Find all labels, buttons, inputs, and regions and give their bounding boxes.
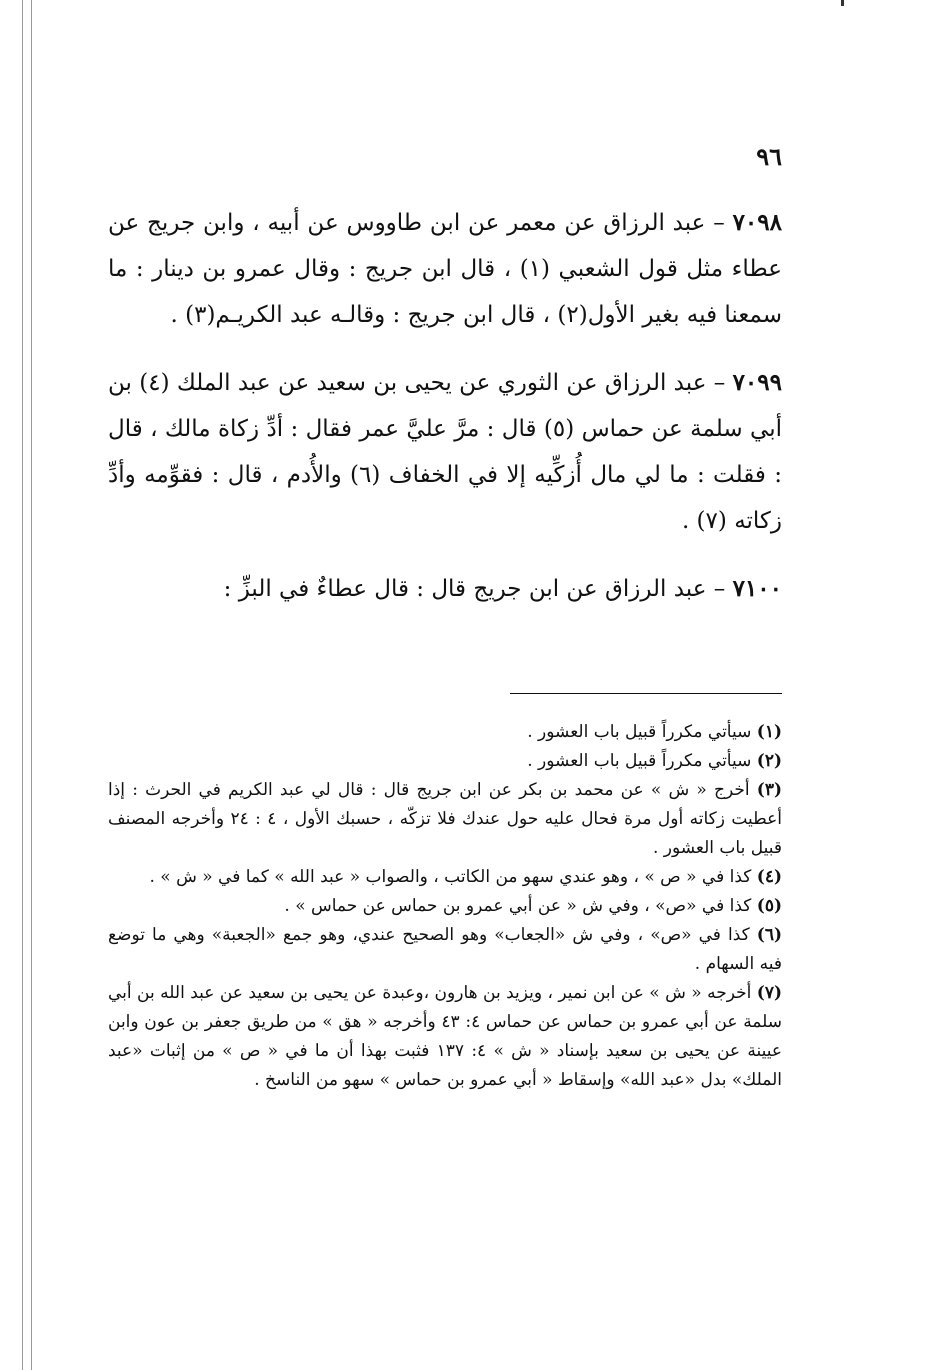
footnote	[108, 863, 782, 892]
page-edge-line-1	[22, 0, 23, 1370]
footnote-text: أخرج « ش » عن محمد بن بكر عن ابن جريج قال : قال لي عبد الكريم في الحرث : إذا أعطيت زكاته أول مرة فحال عليه حول عندك فلا تزكّه ، حسبك الأول ، ٤ : ٢٤ وأخرجه المصنف قبيل باب العشور .	[108, 780, 782, 858]
hadith-text: – عبد الرزاق عن ابن جريج قال : قال عطاءٌ في البزِّ :	[223, 576, 733, 602]
hadith-entry	[108, 566, 782, 612]
hadith-text: – عبد الرزاق عن الثوري عن يحيى بن سعيد عن عبد الملك (٤) بن أبي سلمة عن حماس (٥) قال : مرَّ عليَّ عمر فقال : أدِّ زكاة مالك ، قال : فقلت : ما لي مال أُزكِّيه إلا في الخفاف (٦) والأُدم ، قال : فقوِّمه وأدِّ زكاته (٧) .	[108, 370, 782, 534]
footnote	[108, 747, 782, 776]
footnote	[108, 921, 782, 979]
footnote	[108, 776, 782, 863]
footnote-divider	[510, 693, 782, 694]
footnote	[108, 892, 782, 921]
hadith-text: – عبد الرزاق عن معمر عن ابن طاووس عن أبيه ، وابن جريج عن عطاء مثل قول الشعبي (١) ، قال ابن جريج : وقال عمرو بن دينار : ما سمعنا فيه بغير الأول(٢) ، قال ابن جريج : وقالـه عبد الكريـم(٣) .	[108, 210, 782, 328]
footnote-number: (٣)	[756, 780, 782, 800]
page-number: ٩٦	[756, 142, 782, 171]
top-mark	[841, 0, 844, 6]
footnote-number: (٥)	[756, 896, 782, 916]
hadith-number: ٧٠٩٨	[732, 209, 782, 236]
footnote-text: سيأتي مكرراً قبيل باب العشور .	[527, 751, 757, 771]
hadith-number: ٧١٠٠	[732, 575, 782, 602]
footnote	[108, 718, 782, 747]
footnote	[108, 979, 782, 1095]
footnote-number: (١)	[756, 722, 782, 742]
footnote-text: كذا في «ص» ، وفي ش « عن أبي عمرو بن حماس عن حماس » .	[284, 896, 757, 916]
footnote-text: أخرجه « ش » عن ابن نمير ، ويزيد بن هارون ،وعبدة عن يحيى بن سعيد عن عبد الله بن أبي سلمة عن أبي عمرو بن حماس عن حماس ٤: ٤٣ وأخرجه « هق » من طريق جعفر بن عون وابن عيينة عن يحيى بن سعيد بإسناد « ش » ٤: ١٣٧ فثبت بهذا أن ما في « ص » من إثبات «عبد الملك» بدل «عبد الله» وإسقاط « أبي عمرو بن حماس » سهو من الناسخ .	[108, 983, 783, 1090]
hadith-entry	[108, 360, 782, 544]
footnotes	[108, 718, 782, 1095]
hadith-entry	[108, 200, 782, 338]
footnote-number: (٤)	[756, 867, 782, 887]
footnote-number: (٢)	[756, 751, 782, 771]
footnote-text: سيأتي مكرراً قبيل باب العشور .	[527, 722, 757, 742]
page-edge-line-2	[31, 0, 32, 1370]
footnote-text: كذا في « ص » ، وهو عندي سهو من الكاتب ، والصواب « عبد الله » كما في « ش » .	[149, 867, 757, 887]
footnote-number: (٦)	[756, 925, 782, 945]
main-text	[108, 200, 782, 612]
hadith-number: ٧٠٩٩	[732, 369, 782, 396]
footnote-number: (٧)	[756, 983, 782, 1003]
footnote-text: كذا في «ص» ، وفي ش «الجعاب» وهو الصحيح عندي، وهو جمع «الجعبة» وهي ما توضع فيه السهام .	[108, 925, 782, 974]
